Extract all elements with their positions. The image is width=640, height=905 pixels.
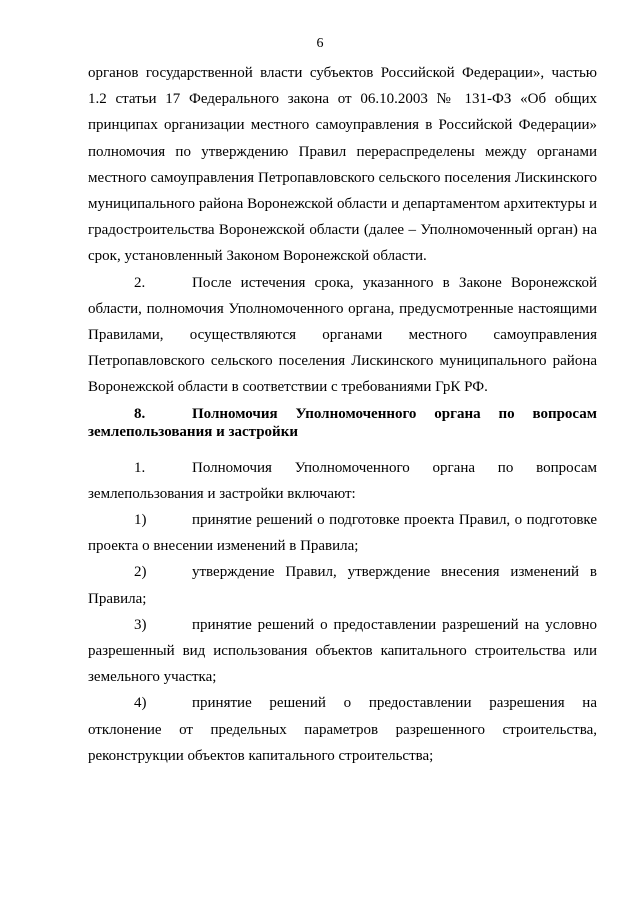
list-item-number: 3) <box>134 616 147 633</box>
list-item-text: принятие решений о предоставлении разрешения на отклонение от предельных параметров разрешенного строительства, реконструкции объектов капитального строительства; <box>88 695 597 764</box>
section-title: Полномочия Уполномоченного органа по вопросам землепользования и застройки <box>88 405 597 440</box>
paragraph-2 <box>88 270 597 401</box>
list-item-text: принятие решений о предоставлении разрешений на условно разрешенный вид использования объектов капитального строительства или земельного участка; <box>88 616 597 686</box>
paragraph-continuation: органов государственной власти субъектов Российской Федерации», частью 1.2 статьи 17 Федерального закона от 06.10.2003 № 131-ФЗ «Об общих принципах организации местного самоуправления в Российской Федерации» полномочия по утверждению Правил перераспределены между органами местного самоуправления Петропавловского сельского поселения Лискинского муниципального района Воронежской области и департаментом архитектуры и градостроительства Воронежской области (далее – Уполномоченный орган) на срок, установленный Законом Воронежской области. <box>88 65 597 265</box>
document-body <box>88 60 597 769</box>
list-item <box>88 559 597 611</box>
paragraph-text: После истечения срока, указанного в Законе Воронежской области, полномочия Уполномоченного органа, предусмотренные настоящими Правилами, осуществляются органами местного самоуправления Петропавловского сельского поселения Лискинского муниципального района Воронежской области в соответствии с требованиями ГрК РФ. <box>88 274 597 396</box>
list-item-number: 1) <box>134 512 147 529</box>
page-number: 6 <box>316 36 324 51</box>
paragraph-number: 1. <box>134 459 146 476</box>
section-paragraph-1 <box>88 455 597 507</box>
list-item-number: 2) <box>134 564 147 581</box>
list-item <box>88 612 597 691</box>
list-item-number: 4) <box>134 695 147 712</box>
section-heading <box>88 405 597 441</box>
list-item-text: утверждение Правил, утверждение внесения изменений в Правила; <box>88 564 597 607</box>
paragraph-number: 2. <box>134 274 146 291</box>
list-item <box>88 507 597 559</box>
list-item <box>88 690 597 769</box>
list-item-text: принятие решений о подготовке проекта Правил, о подготовке проекта о внесении изменений в Правила; <box>88 512 597 555</box>
section-number: 8. <box>134 405 146 422</box>
paragraph-text: Полномочия Уполномоченного органа по вопросам землепользования и застройки включают: <box>88 459 597 502</box>
